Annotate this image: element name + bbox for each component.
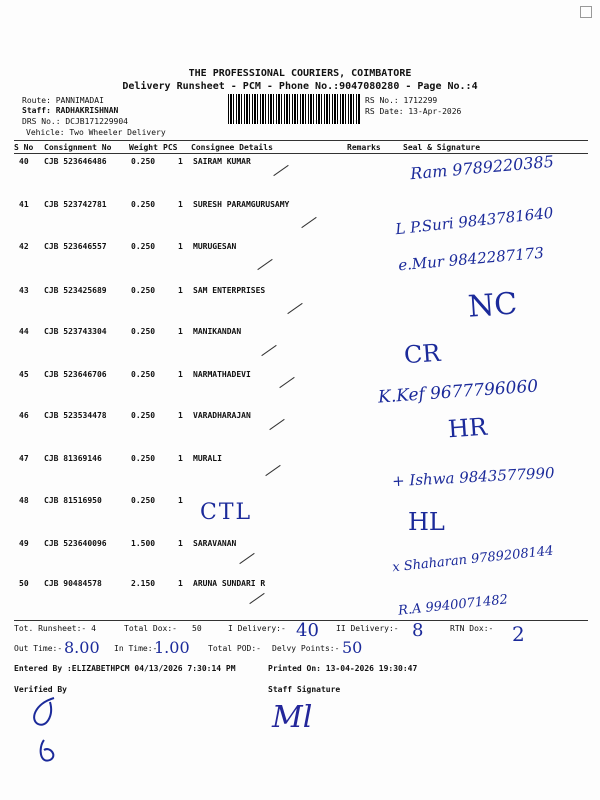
total-dox-label: Total Dox:- xyxy=(124,624,177,633)
printed-on: Printed On: 13-04-2026 19:30:47 xyxy=(268,664,418,673)
handwritten-signature: + Ishwa 9843577990 xyxy=(391,463,555,491)
col-remarks: Remarks xyxy=(347,143,381,152)
i-delivery-label: I Delivery:- xyxy=(228,624,286,633)
header-rule-bottom xyxy=(14,153,588,154)
ii-delivery-label: II Delivery:- xyxy=(336,624,399,633)
row-consignee: MURALI xyxy=(193,454,222,463)
row-consignee: SARAVANAN xyxy=(193,539,237,548)
tick-mark xyxy=(261,345,276,356)
row-sno: 48 xyxy=(19,496,29,505)
row-sno: 41 xyxy=(19,200,29,209)
tick-mark xyxy=(287,303,302,314)
i-delivery-value: 40 xyxy=(296,620,319,641)
row-consignment: CJB 523646557 xyxy=(44,242,107,251)
row-sno: 50 xyxy=(19,579,29,588)
row-sno: 47 xyxy=(19,454,29,463)
row-consignment: CJB 523646486 xyxy=(44,157,107,166)
row-weight: 0.250 xyxy=(131,411,156,420)
row-sno: 40 xyxy=(19,157,29,166)
row-pcs: 1 xyxy=(178,200,183,209)
row-consignment: CJB 523743304 xyxy=(44,327,107,336)
rtn-dox-label: RTN Dox:- xyxy=(450,624,494,633)
row-weight: 0.250 xyxy=(131,454,156,463)
rs-date: RS Date: 13-Apr-2026 xyxy=(365,107,462,116)
handwritten-remark: CTL xyxy=(200,500,253,525)
row-consignee: SAM ENTERPRISES xyxy=(193,286,266,295)
row-weight: 1.500 xyxy=(131,539,156,548)
ii-delivery-value: 8 xyxy=(412,620,424,641)
tick-mark xyxy=(257,259,272,270)
handwritten-signature: CR xyxy=(403,338,442,370)
row-consignee: NARMATHADEVI xyxy=(193,370,251,379)
row-weight: 0.250 xyxy=(131,157,156,166)
row-sno: 42 xyxy=(19,242,29,251)
handwritten-signature: HL xyxy=(408,508,445,536)
row-pcs: 1 xyxy=(178,157,183,166)
in-time-value: 1.00 xyxy=(154,638,190,657)
row-pcs: 1 xyxy=(178,411,183,420)
delvy-points-value: 50 xyxy=(342,638,363,657)
verified-by: Verified By xyxy=(14,685,67,694)
company-title: THE PROFESSIONAL COURIERS, COIMBATORE xyxy=(188,68,412,79)
handwritten-signature: HR xyxy=(447,412,488,444)
tot-runsheet: Tot. Runsheet:- 4 xyxy=(14,624,96,633)
page-corner-mark xyxy=(580,6,592,18)
tick-mark xyxy=(249,593,264,604)
col-seal-signature: Seal & Signature xyxy=(403,143,481,152)
row-pcs: 1 xyxy=(178,242,183,251)
row-weight: 0.250 xyxy=(131,242,156,251)
tick-mark xyxy=(273,165,288,176)
row-consignee: VARADHARAJAN xyxy=(193,411,251,420)
row-sno: 43 xyxy=(19,286,29,295)
row-consignee: MANIKANDAN xyxy=(193,327,242,336)
row-weight: 0.250 xyxy=(131,370,156,379)
tick-mark xyxy=(269,419,284,430)
row-sno: 44 xyxy=(19,327,29,336)
out-time-label: Out Time:- xyxy=(14,644,63,653)
row-consignment: CJB 81516950 xyxy=(44,496,102,505)
row-pcs: 1 xyxy=(178,327,183,336)
row-weight: 0.250 xyxy=(131,496,156,505)
staff: Staff: RADHAKRISHNAN xyxy=(22,106,119,115)
handwritten-signature: e.Mur 9842287173 xyxy=(397,243,545,275)
row-pcs: 1 xyxy=(178,370,183,379)
row-pcs: 1 xyxy=(178,286,183,295)
row-consignment: CJB 523534478 xyxy=(44,411,107,420)
out-time-value: 8.00 xyxy=(64,638,100,657)
staff-signature-mark: Ml xyxy=(272,700,313,735)
entered-by: Entered By :ELIZABETHPCM 04/13/2026 7:30:14 PM xyxy=(14,664,236,673)
handwritten-signature: K.Kef 9677796060 xyxy=(377,376,539,408)
row-sno: 45 xyxy=(19,370,29,379)
row-consignment: CJB 523742781 xyxy=(44,200,107,209)
verified-signature-mark xyxy=(24,690,74,770)
handwritten-signature: x Shaharan 9789208144 xyxy=(391,543,555,576)
row-pcs: 1 xyxy=(178,579,183,588)
col-consignment: Consignment No xyxy=(44,143,112,152)
row-sno: 49 xyxy=(19,539,29,548)
delvy-points-label: Delvy Points:- xyxy=(272,644,340,653)
total-pod-label: Total POD:- xyxy=(208,644,261,653)
row-weight: 0.250 xyxy=(131,200,156,209)
tick-mark xyxy=(301,217,316,228)
row-consignee: SURESH PARAMGURUSAMY xyxy=(193,200,290,209)
col-consignee: Consignee Details xyxy=(191,143,273,152)
row-consignment: CJB 523646706 xyxy=(44,370,107,379)
row-consignee: SAIRAM KUMAR xyxy=(193,157,251,166)
tick-mark xyxy=(279,377,294,388)
barcode xyxy=(228,94,360,124)
route: Route: PANNIMADAI xyxy=(22,96,104,105)
col-sno: S No xyxy=(14,143,34,152)
row-pcs: 1 xyxy=(178,496,183,505)
row-weight: 0.250 xyxy=(131,327,156,336)
drs-number: DRS No.: DCJB171229904 xyxy=(22,117,128,126)
row-consignment: CJB 523425689 xyxy=(44,286,107,295)
staff-signature: Staff Signature xyxy=(268,685,341,694)
total-dox-value: 50 xyxy=(192,624,202,633)
runsheet-subtitle: Delivery Runsheet - PCM - Phone No.:9047080280 - Page No.:4 xyxy=(122,81,478,92)
row-consignment: CJB 90484578 xyxy=(44,579,102,588)
row-pcs: 1 xyxy=(178,454,183,463)
col-pcs: PCS xyxy=(163,143,178,152)
row-consignment: CJB 81369146 xyxy=(44,454,102,463)
row-consignee: MURUGESAN xyxy=(193,242,237,251)
handwritten-signature: NC xyxy=(466,286,519,325)
row-weight: 2.150 xyxy=(131,579,156,588)
tick-mark xyxy=(239,553,254,564)
row-pcs: 1 xyxy=(178,539,183,548)
row-consignment: CJB 523640096 xyxy=(44,539,107,548)
col-weight: Weight xyxy=(129,143,158,152)
rs-number: RS No.: 1712299 xyxy=(365,96,438,105)
row-weight: 0.250 xyxy=(131,286,156,295)
handwritten-signature: Ram 9789220385 xyxy=(409,151,555,184)
handwritten-signature: L P.Suri 9843781640 xyxy=(394,203,555,239)
header-rule-top xyxy=(14,140,588,141)
row-consignee: ARUNA SUNDARI R xyxy=(193,579,266,588)
in-time-label: In Time:- xyxy=(114,644,158,653)
tick-mark xyxy=(265,465,280,476)
row-sno: 46 xyxy=(19,411,29,420)
vehicle: Vehicle: Two Wheeler Delivery xyxy=(26,128,166,137)
handwritten-signature: R.A 9940071482 xyxy=(397,592,509,619)
rtn-dox-value: 2 xyxy=(512,622,525,646)
